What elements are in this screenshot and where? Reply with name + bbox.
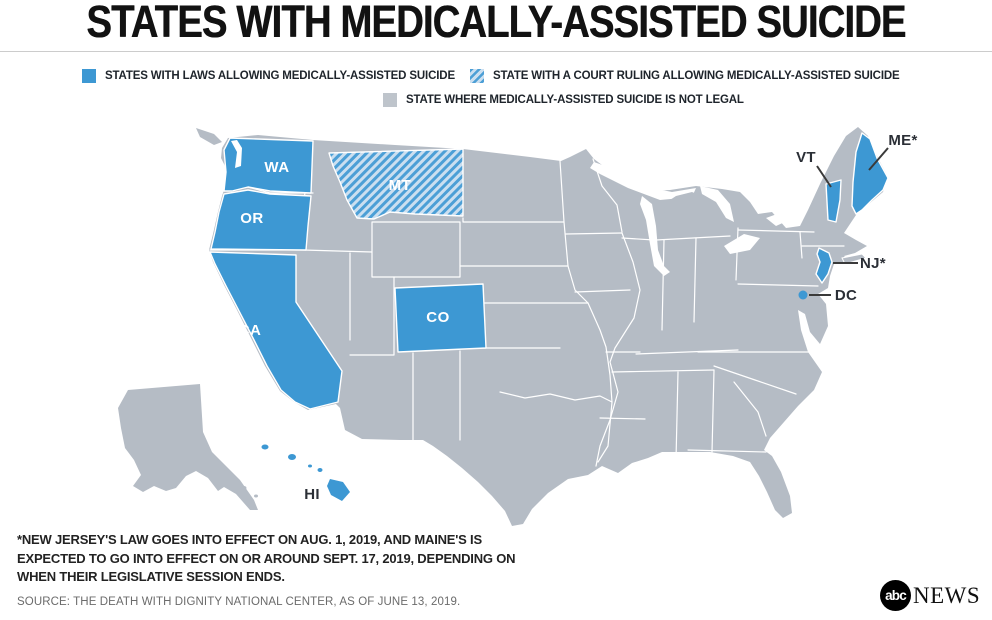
label-me: ME*: [888, 132, 918, 149]
label-wa: WA: [264, 159, 290, 176]
label-vt: VT: [796, 149, 816, 166]
page-title-text: STATES WITH MEDICALLY-ASSISTED SUICIDE: [86, 0, 906, 47]
state-dc: [799, 291, 808, 300]
vancouver-island: [196, 128, 222, 145]
footnote-line-3: WHEN THEIR LEGISLATIVE SESSION ENDS.: [17, 569, 285, 584]
label-ca: CA: [238, 322, 262, 339]
label-mt: MT: [388, 177, 412, 194]
legend-label-court-ruling: STATE WITH A COURT RULING ALLOWING MEDICALLY-ASSISTED SUICIDE: [493, 70, 900, 82]
legend-label-not-legal: STATE WHERE MEDICALLY-ASSISTED SUICIDE IS NOT LEGAL: [406, 94, 744, 106]
label-co: CO: [426, 309, 450, 326]
label-hi: HI: [304, 486, 320, 503]
source-credit: SOURCE: THE DEATH WITH DIGNITY NATIONAL CENTER, AS OF JUNE 13, 2019.: [17, 596, 461, 608]
footnote-line-1: *NEW JERSEY'S LAW GOES INTO EFFECT ON AUG. 1, 2019, AND MAINE'S IS: [17, 532, 482, 547]
label-or: OR: [240, 210, 264, 227]
label-dc: DC: [834, 287, 858, 304]
legend-label-laws: STATES WITH LAWS ALLOWING MEDICALLY-ASSISTED SUICIDE: [105, 70, 455, 82]
label-nj: NJ*: [860, 255, 886, 272]
abc-news-wordmark: NEWS: [913, 582, 981, 608]
state-ak: [118, 384, 258, 510]
footnote: [17, 531, 515, 587]
abc-logo-circle: abc: [880, 580, 911, 611]
abc-news-logo: [880, 580, 980, 611]
footnote-line-2: EXPECTED TO GO INTO EFFECT ON OR AROUND SEPT. 17, 2019, DEPENDING ON: [17, 550, 516, 566]
